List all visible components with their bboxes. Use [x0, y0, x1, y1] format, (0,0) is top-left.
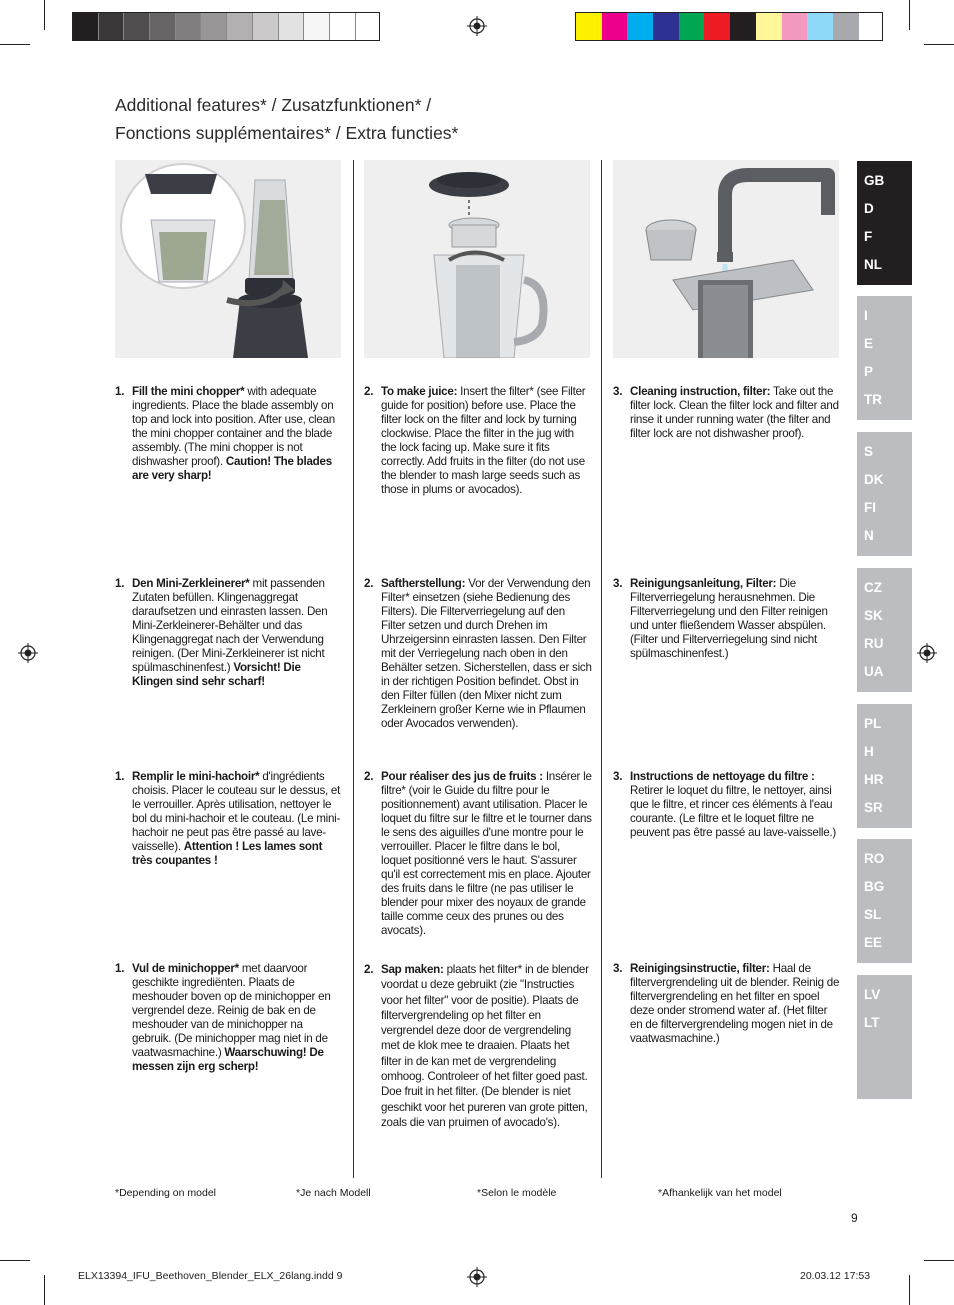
color-swatch [576, 13, 602, 40]
step-text: plaats het filter* in de blender voordat u deze gebruikt (zie "Instructies voor het filter" voor de positie). Plaats de filtervergrendeling op het filter en vergrendel deze door de vergrendeling met de klok mee te draaien. Plaats het filter in de kan met de vergrendeling omhoog. Controleer of het filter goed past. Doe fruit in het filter. (De blender is niet geschikt voor het pureren van grote pitten, zoals die van pruimen of avocado's). [381, 963, 589, 1129]
crop-mark [44, 0, 45, 30]
footnote-nl: *Afhankelijk van het model [658, 1187, 782, 1199]
color-swatch [602, 13, 628, 40]
step-number: 2. [364, 770, 374, 783]
filter-cleaning-illustration [613, 160, 839, 358]
step-caution: Vorsicht! Die Klingen sind sehr scharf! [132, 661, 301, 688]
language-tab-group [857, 704, 912, 828]
language-code: NL [864, 257, 882, 272]
language-code: F [864, 229, 873, 244]
color-swatch [279, 13, 305, 40]
language-code: EE [864, 935, 883, 950]
color-swatch [756, 13, 782, 40]
footnote-d: *Je nach Modell [296, 1187, 371, 1199]
language-code: BG [864, 879, 885, 894]
step-heading: Reinigungsanleitung, Filter: [630, 577, 777, 590]
crop-mark [0, 44, 30, 45]
step-heading: Vul de minichopper* [132, 962, 239, 975]
step-heading: To make juice: [381, 385, 458, 398]
language-code: CZ [864, 580, 882, 595]
step-text: d'ingrédients choisis. Placer le couteau sur le dessus, et le verrouiller. Après utilisation, nettoyer le bol du mini-hachoir et le couteau. (Le mini-hachoir ne peut pas être passé au lave-vaisselle). [132, 770, 341, 853]
step-number: 1. [115, 385, 125, 398]
language-code: I [864, 308, 868, 323]
gb-step-1 [115, 385, 343, 483]
page-number: 9 [851, 1211, 858, 1225]
step-text: Haal de filtervergrendeling uit de blender. Reinig de filtervergrendeling en het filter en spoel deze onder stromend water af. (Het filter en de filtervergrendeling mogen niet in de vaatwasmachine.) [630, 962, 840, 1045]
language-code: RU [864, 636, 884, 651]
step-text: Take out the filter lock. Clean the filter lock and filter and rinse it under running water (the filter and filter lock are not dishwasher proof). [630, 385, 839, 440]
language-code: FI [864, 500, 876, 515]
gb-step-2 [364, 385, 592, 497]
step-heading: Remplir le mini-hachoir* [132, 770, 260, 783]
step-number: 2. [364, 963, 374, 976]
language-code: PL [864, 716, 882, 731]
language-tab-group [857, 839, 912, 963]
color-swatch [653, 13, 679, 40]
color-swatch [627, 13, 653, 40]
language-code: D [864, 201, 874, 216]
step-heading: Fill the mini chopper* [132, 385, 245, 398]
step-text: mit passenden Zutaten befüllen. Klingenaggregat daraufsetzen und einrasten lassen. Den Mini-Zerkleinerer-Behälter und das Klingenaggregat nach der Verwendung reinigen. (Der Mini-Zerkleinerer ist nicht spülmaschinenfest.) [132, 577, 328, 674]
registration-mark-icon [917, 643, 937, 663]
step-number: 1. [115, 770, 125, 783]
step-text: Die Filterverriegelung herausnehmen. Die Filterverriegelung und den Filter reinigen und unter fließendem Wasser abspülen. (Filter und Filterverriegelung sind nicht spülmaschinenfest.) [630, 577, 828, 660]
color-swatch [99, 13, 125, 40]
color-swatch [833, 13, 859, 40]
process-color-bar [575, 12, 883, 41]
d-step-2 [364, 577, 592, 731]
language-code: UA [864, 664, 884, 679]
column-divider [353, 160, 354, 1178]
color-swatch [782, 13, 808, 40]
f-step-1 [115, 770, 343, 868]
language-tab-group [857, 161, 912, 285]
crop-mark [924, 44, 954, 45]
page-title-line-1: Additional features* / Zusatzfunktionen* / [115, 95, 432, 115]
language-code: HR [864, 772, 884, 787]
language-tab-group [857, 432, 912, 556]
language-code: H [864, 744, 874, 759]
nl-step-1 [115, 962, 343, 1074]
step-text: met daarvoor geschikte ingrediënten. Plaats de meshouder boven op de minichopper en vergrendel deze. Reinig de bak en de meshouder van de minichopper na gebruik. (De minichopper mag niet in de vaatwasmachine.) [132, 962, 331, 1059]
language-code: N [864, 528, 874, 543]
d-step-3 [613, 577, 841, 661]
step-heading: Den Mini-Zerkleinerer* [132, 577, 250, 590]
language-code: SL [864, 907, 882, 922]
language-code: LT [864, 1015, 880, 1030]
language-code: RO [864, 851, 885, 866]
step-number: 3. [613, 385, 623, 398]
color-swatch [679, 13, 705, 40]
step-number: 2. [364, 385, 374, 398]
footnote-gb: *Depending on model [115, 1187, 216, 1199]
color-swatch [807, 13, 833, 40]
f-step-2 [364, 770, 592, 938]
color-swatch [227, 13, 253, 40]
language-code: SK [864, 608, 883, 623]
step-heading: Pour réaliser des jus de fruits : [381, 770, 543, 783]
footnote-f: *Selon le modèle [477, 1187, 557, 1199]
crop-mark [909, 0, 910, 30]
color-swatch [304, 13, 330, 40]
language-code: P [864, 364, 874, 379]
step-text: Insert the filter* (see Filter guide for position) before use. Place the filter lock on the filter and lock by turning clockwise. Place the filter in the jug with the lock facing up. Make sure it fits correctly. Add fruits in the filter (do not use the blender to mash large seeds such as those in plums or avocados). [381, 385, 586, 496]
language-code: LV [864, 987, 881, 1002]
f-step-3 [613, 770, 841, 840]
color-swatch [330, 13, 356, 40]
step-heading: Saftherstellung: [381, 577, 466, 590]
color-swatch [704, 13, 730, 40]
nl-step-3 [613, 962, 841, 1046]
color-swatch [124, 13, 150, 40]
column-divider [601, 160, 602, 1178]
language-code: S [864, 444, 874, 459]
registration-mark-icon [467, 1267, 487, 1287]
step-number: 1. [115, 962, 125, 975]
language-tab-group [857, 568, 912, 692]
language-code: TR [864, 392, 882, 407]
d-step-1 [115, 577, 343, 689]
grayscale-color-bar [72, 12, 380, 41]
step-text: with adequate ingredients. Place the blade assembly on top and lock into position. After use, clean the mini chopper container and the blade assembly. (The mini chopper is not dishwasher proof). [132, 385, 335, 468]
step-caution: Attention ! Les lames sont très coupantes ! [132, 840, 323, 867]
crop-mark [909, 1275, 910, 1305]
step-text: Insérer le filtre* (voir le Guide du filtre pour le positionnement) avant utilisation. Placer le loquet du filtre sur le filtre et le tourner dans le sens des aiguilles d'une montre pour le verrouiller. Placer le filtre dans le bol, loquet positionné vers le haut. S'assurer qu'il est correctement mis en place. Ajouter des fruits dans le filtre (ne pas utiliser le blender pour mixer des noyaux de grande taille comme ceux des prunes ou des avocats). [381, 770, 592, 937]
step-text: Retirer le loquet du filtre, le nettoyer, ainsi que le filtre, et rincer ces éléments à l'eau courante. (Le filtre et le loquet filtre ne peuvent pas être passé au lave-vaisselle.) [630, 784, 837, 839]
crop-mark [44, 1275, 45, 1305]
step-heading: Sap maken: [381, 963, 444, 976]
color-swatch [201, 13, 227, 40]
color-swatch [73, 13, 99, 40]
language-code: DK [864, 472, 884, 487]
step-number: 2. [364, 577, 374, 590]
language-code: E [864, 336, 874, 351]
slug-file-name: ELX13394_IFU_Beethoven_Blender_ELX_26lang.indd 9 [78, 1270, 343, 1282]
color-swatch [150, 13, 176, 40]
mini-chopper-illustration [115, 160, 341, 358]
slug-date: 20.03.12 17:53 [800, 1270, 871, 1282]
color-swatch [176, 13, 202, 40]
step-number: 1. [115, 577, 125, 590]
registration-mark-icon [467, 16, 487, 36]
step-number: 3. [613, 577, 623, 590]
nl-step-2 [364, 962, 592, 1130]
crop-mark [924, 1260, 954, 1261]
language-tab-group [857, 296, 912, 420]
step-heading: Instructions de nettoyage du filtre : [630, 770, 815, 783]
page-title-line-2: Fonctions supplémentaires* / Extra functies* [115, 123, 459, 143]
gb-step-3 [613, 385, 841, 441]
step-number: 3. [613, 962, 623, 975]
color-swatch [253, 13, 279, 40]
language-code: GB [864, 173, 885, 188]
language-code: SR [864, 800, 883, 815]
registration-mark-icon [18, 643, 38, 663]
step-caution: Caution! The blades are very sharp! [132, 455, 332, 482]
step-number: 3. [613, 770, 623, 783]
step-heading: Cleaning instruction, filter: [630, 385, 771, 398]
step-heading: Reinigingsinstructie, filter: [630, 962, 770, 975]
language-tab-group [857, 975, 912, 1099]
step-text: Vor der Verwendung den Filter* einsetzen (siehe Bedienung des Filters). Die Filterverriegelung auf den Filter setzen und durch Drehen im Uhrzeigersinn einrasten lassen. Den Filter mit der Verriegelung nach oben in den Behälter setzen. Sicherstellen, dass er sich in der richtigen Position befindet. Obst in den Filter füllen (den Mixer nicht zum Zerkleinern großer Kerne wie in Pflaumen oder Avocados verwenden). [381, 577, 592, 730]
color-swatch [730, 13, 756, 40]
crop-mark [0, 1260, 30, 1261]
juice-filter-illustration [364, 160, 590, 358]
step-caution: Waarschuwing! De messen zijn erg scherp! [132, 1046, 324, 1073]
